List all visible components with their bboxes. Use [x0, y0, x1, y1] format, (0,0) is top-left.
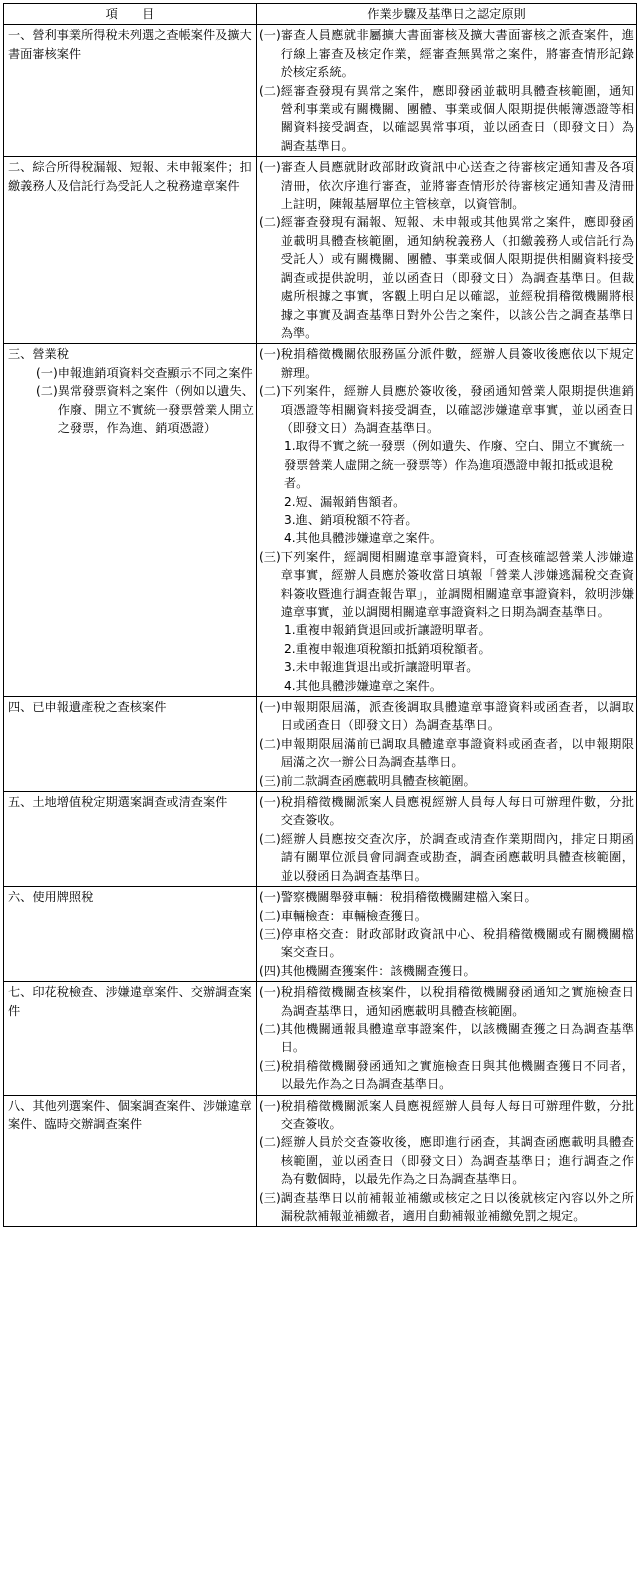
paragraph-text: 下列案件，經辦人員應於簽收後，發函通知營業人限期提供進銷項憑證等相關資料接受調查，以確認涉嫌違章事實，並以函查日（即發文日）為調查基準日。 — [280, 384, 634, 435]
paragraph-text: 停車格交查：財政部財政資訊中心、稅捐稽徵機關或有關機關檔案交查日。 — [280, 926, 634, 960]
paragraph-text: 經辦人員於交查簽收後，應即進行函查，其調查函應載明具體查核範圍，並以函查日（即發文日）為調查基準日；進行調查之作為有數個時，以最先作為之日為調查基準日。 — [280, 1135, 634, 1187]
item-cell — [4, 697, 257, 792]
procedure-paragraph — [259, 158, 634, 213]
rules-table — [3, 3, 637, 1227]
procedure-cell — [257, 697, 637, 792]
paragraph-text: 經辦人員應按交查次序，於調查或清查作業期間內，排定日期函請有關單位派員會同調查或勘查，調查函應載明具體查核範圍，並以發函日為調查基準日。 — [280, 831, 634, 883]
paragraph-marker: (三) — [259, 1058, 281, 1073]
table-row — [4, 982, 637, 1095]
procedure-cell — [257, 25, 637, 157]
paragraph-marker: (四) — [259, 963, 281, 978]
paragraph-marker: (一) — [259, 1098, 281, 1113]
procedure-paragraph — [259, 1189, 634, 1226]
paragraph-text: 稅捐稽徵機關依服務區分派件數，經辦人員簽收後應依以下規定辦理。 — [280, 347, 634, 380]
item-title: 二、綜合所得稅漏報、短報、未申報案件；扣繳義務人及信託行為受託人之稅務違章案件 — [8, 160, 252, 193]
table-row — [4, 25, 637, 157]
list-item-text: 1.取得不實之統一發票（例如遺失、作廢、空白、開立不實統一發票營業人虛開之統一發票等）作為進項憑證申報扣抵或退稅者。 — [284, 439, 625, 491]
paragraph-text: 前二款調查函應載明具體查核範圍。 — [280, 773, 476, 788]
procedure-cell — [257, 982, 637, 1095]
paragraph-marker: (一) — [259, 28, 281, 43]
list-item-text: 1.重複申報銷貨退回或折讓證明單者。 — [284, 623, 491, 638]
procedure-paragraph — [259, 772, 634, 790]
list-item — [259, 493, 634, 511]
paragraph-text: 稅捐稽徵機關派案人員應視經辦人員每人每日可辦理件數，分批交查簽收。 — [280, 1098, 634, 1131]
paragraph-text: 其他機關查獲案件：該機關查獲日。 — [280, 963, 476, 978]
procedure-paragraph — [259, 1020, 634, 1057]
procedure-cell — [257, 157, 637, 344]
paragraph-marker: (一) — [259, 160, 281, 175]
paragraph-text: 稅捐稽徵機關發函通知之實施檢查日與其他機關查獲日不同者，以最先作為之日為調查基準日。 — [280, 1058, 634, 1092]
paragraph-marker: (三) — [259, 549, 281, 564]
item-cell — [4, 157, 257, 344]
paragraph-marker: (一) — [259, 985, 281, 1000]
table-row — [4, 792, 637, 887]
paragraph-marker: (二) — [259, 1135, 281, 1150]
item-title: 七、印花稅檢查、涉嫌違章案件、交辦調查案件 — [8, 985, 252, 1018]
procedure-paragraph — [259, 698, 634, 735]
paragraph-marker: (三) — [259, 926, 281, 941]
subtitle-text: 申報進銷項資料交查顯示不同之案件 — [57, 365, 253, 380]
paragraph-marker: (二) — [259, 1021, 281, 1036]
item-subtitle — [10, 382, 254, 437]
list-item — [259, 677, 634, 695]
paragraph-text: 審查人員應就財政部財政資訊中心送查之待審核定通知書及各項清冊，依次序進行審查，並將審查情形於待審核定通知書及清冊上註明，陳報基層單位主管核章，以資管制。 — [280, 160, 634, 212]
item-cell — [4, 344, 257, 697]
paragraph-marker: (一) — [259, 700, 281, 715]
paragraph-text: 稅捐稽徵機關派案人員應視經辦人員每人每日可辦理件數，分批交查簽收。 — [280, 795, 634, 828]
procedure-cell — [257, 887, 637, 982]
list-item — [259, 529, 634, 547]
paragraph-text: 稅捐稽徵機關查核案件，以稅捐稽徵機關發函通知之實施檢查日為調查基準日，通知函應載明具體查核範圍。 — [280, 985, 634, 1018]
paragraph-text: 經審查發現有漏報、短報、未申報或其他異常之案件，應即發函並載明具體查核範圍，通知納稅義務人（扣繳義務人或信託行為受託人）或有關機關、團體、事業或個人限期提供相關資料接受調查或提供說明，並以函查日（即發文日）為調查基準日。但裁處所根據之事實，客觀上明白足以確認，並經稅捐稽徵機關將根據之事實及調查基準日對外公告之案件，以該公告之調查基準日為準。 — [280, 215, 634, 340]
paragraph-text: 申報期限屆滿，派查後調取具體違章事證資料或函查者，以調取日或函查日（即發文日）為調查基準日。 — [280, 700, 634, 733]
procedure-paragraph — [259, 82, 634, 156]
item-cell — [4, 792, 257, 887]
procedure-paragraph — [259, 735, 634, 772]
procedure-paragraph — [259, 907, 634, 925]
item-title: 八、其他列選案件、個案調查案件、涉嫌違章案件、臨時交辦調查案件 — [8, 1098, 252, 1131]
list-item-text: 3.未申報進貨退出或折讓證明單者。 — [284, 660, 479, 675]
paragraph-marker: (二) — [259, 215, 281, 230]
item-subtitle — [10, 364, 254, 382]
subtitle-marker: (二) — [36, 384, 58, 399]
item-cell — [4, 982, 257, 1095]
procedure-paragraph — [259, 983, 634, 1020]
paragraph-text: 經審查發現有異常之案件，應即發函並載明具體查核範圍，通知營利事業或有關機關、團體、事業或個人限期提供帳簿憑證等相關資料接受調查，以確認異常事項，並以函查日（即發文日）為調查基準日。 — [280, 83, 634, 153]
paragraph-text: 審查人員應就非屬擴大書面審核及擴大書面審核之派查案件，進行線上審查及核定作業，經審查無異常之案件，將審查情形記錄於核定系統。 — [280, 28, 634, 80]
procedure-paragraph — [259, 925, 634, 962]
procedure-cell — [257, 1095, 637, 1227]
procedure-paragraph — [259, 793, 634, 830]
paragraph-marker: (三) — [259, 1190, 281, 1205]
paragraph-marker: (二) — [259, 831, 281, 846]
list-item — [259, 511, 634, 529]
subtitle-text: 異常發票資料之案件（例如以遺失、作廢、開立不實統一發票營業人開立之發票，作為進、銷項憑證） — [57, 384, 254, 435]
item-title: 三、營業稅 — [8, 347, 69, 362]
procedure-paragraph — [259, 548, 634, 622]
paragraph-text: 其他機關通報具體違章事證案件，以該機關查獲之日為調查基準日。 — [280, 1021, 634, 1055]
item-cell — [4, 25, 257, 157]
table-row — [4, 157, 637, 344]
procedure-paragraph — [259, 345, 634, 382]
procedure-paragraph — [259, 213, 634, 342]
list-item-text: 4.其他具體涉嫌違章之案件。 — [284, 678, 442, 693]
table-row — [4, 887, 637, 982]
paragraph-text: 車輛檢查：車輛檢查獲日。 — [280, 908, 427, 923]
table-row — [4, 1095, 637, 1227]
list-item-text: 2.短、漏報銷售額者。 — [284, 494, 406, 509]
paragraph-marker: (二) — [259, 908, 281, 923]
list-item-text: 2.重複申報進項稅額扣抵銷項稅額者。 — [284, 641, 491, 656]
subtitle-marker: (一) — [36, 365, 58, 380]
item-title: 四、已申報遺產稅之查核案件 — [8, 700, 167, 715]
procedure-cell — [257, 344, 637, 697]
list-item — [259, 658, 634, 676]
procedure-cell — [257, 792, 637, 887]
item-cell — [4, 1095, 257, 1227]
item-title: 六、使用牌照稅 — [8, 890, 94, 905]
procedure-paragraph — [259, 382, 634, 437]
list-item — [259, 640, 634, 658]
paragraph-text: 下列案件，經調閱相關違章事證資料，可查核確認營業人涉嫌違章事實，經辦人員應於簽收當日填報「營業人涉嫌逃漏稅交查資料簽收暨進行調查報告單」，並調閱相關違章事證資料，敘明涉嫌違章事實，並以調閱相關違章事證資料之日期為調查基準日。 — [280, 549, 634, 619]
table-header-row — [4, 4, 637, 25]
paragraph-text: 申報期限屆滿前已調取具體違章事證資料或函查者，以申報期限屆滿之次一辦公日為調查基準日。 — [280, 736, 634, 770]
paragraph-marker: (一) — [259, 890, 281, 905]
table-row — [4, 344, 637, 697]
item-cell — [4, 887, 257, 982]
table-row — [4, 697, 637, 792]
item-title: 一、營利事業所得稅未列選之查帳案件及擴大書面審核案件 — [8, 28, 252, 61]
header-procedure: 作業步驟及基準日之認定原則 — [257, 4, 637, 25]
procedure-paragraph — [259, 1057, 634, 1094]
procedure-paragraph — [259, 830, 634, 885]
paragraph-marker: (一) — [259, 347, 281, 362]
procedure-paragraph — [259, 1133, 634, 1188]
header-item: 項 目 — [4, 4, 257, 25]
item-title: 五、土地增值稅定期選案調查或清查案件 — [8, 795, 228, 810]
list-item — [259, 621, 634, 639]
list-item-text: 4.其他具體涉嫌違章之案件。 — [284, 531, 442, 546]
paragraph-marker: (二) — [259, 736, 281, 751]
paragraph-marker: (三) — [259, 773, 281, 788]
paragraph-marker: (二) — [259, 83, 281, 98]
paragraph-text: 調查基準日以前補報並補繳或核定之日以後就核定內容以外之所漏稅款補報並補繳者，適用自動補報並補繳免罰之規定。 — [280, 1190, 634, 1223]
procedure-paragraph — [259, 962, 634, 980]
paragraph-marker: (二) — [259, 384, 281, 399]
list-item-text: 3.進、銷項稅額不符者。 — [284, 512, 418, 527]
procedure-paragraph — [259, 26, 634, 81]
list-item — [259, 437, 634, 492]
paragraph-text: 警察機關舉發車輛：稅捐稽徵機關建檔入案日。 — [280, 890, 537, 905]
paragraph-marker: (一) — [259, 795, 281, 810]
procedure-paragraph — [259, 888, 634, 906]
procedure-paragraph — [259, 1097, 634, 1134]
